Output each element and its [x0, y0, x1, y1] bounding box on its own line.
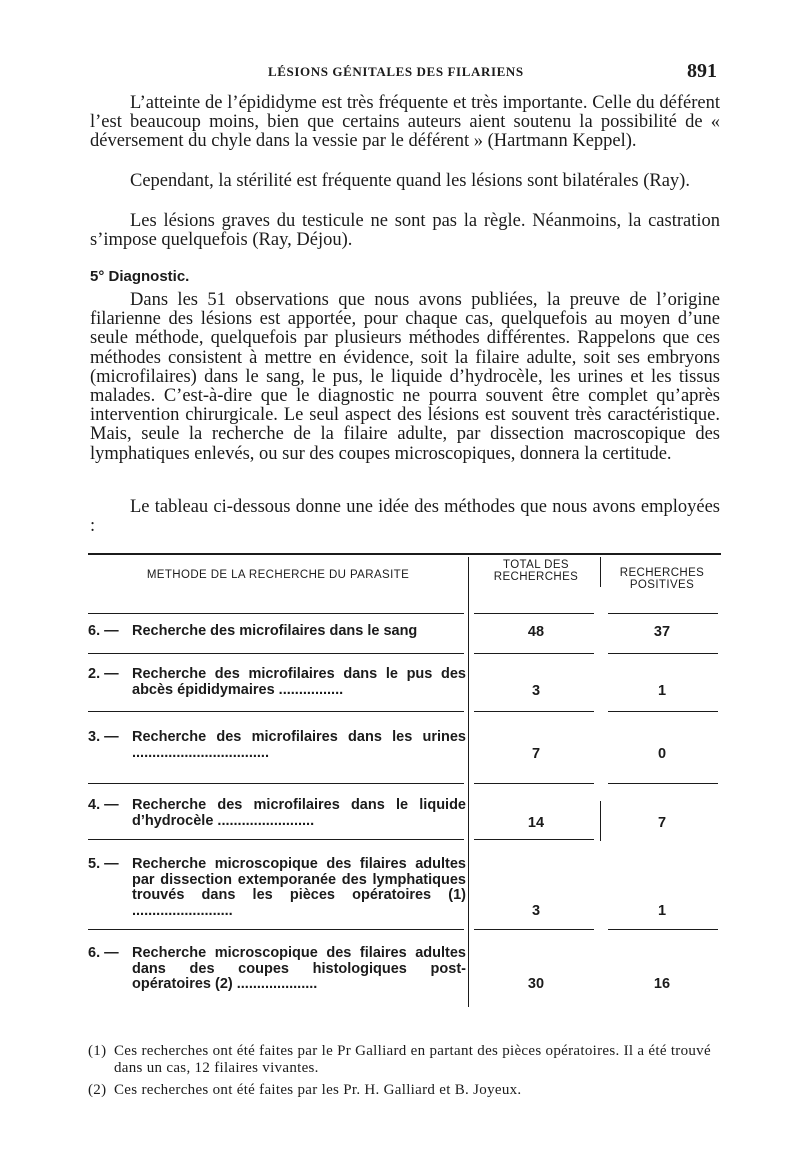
- row-total: 7: [531, 746, 541, 762]
- footnote-text: Ces recherches ont été faites par les Pr. H. Galliard et B. Joyeux.: [114, 1082, 522, 1098]
- paragraph-observations: [90, 291, 720, 464]
- paragraph-epididyme: [90, 94, 720, 152]
- paragraph-tableau-intro: [90, 498, 720, 536]
- footnote-2: [88, 1082, 723, 1099]
- column-divider-1: [468, 557, 469, 1007]
- row-rule: [474, 839, 594, 840]
- footnote-mark: (2): [88, 1082, 107, 1098]
- row-number: 4. —: [88, 797, 119, 813]
- row-positive: 1: [657, 903, 667, 919]
- row-positive: 37: [653, 624, 671, 640]
- row-rule: [88, 929, 464, 930]
- row-total: 3: [531, 903, 541, 919]
- row-total: 14: [527, 815, 545, 831]
- row-method: Recherche microscopique des filaires adultes dans des coupes histologiques post-opératoires (2) ....................: [132, 945, 466, 992]
- paragraph-text: Le tableau ci-dessous donne une idée des méthodes que nous avons employées :: [90, 497, 720, 537]
- row-rule: [474, 653, 594, 654]
- row-number: 6. —: [88, 945, 119, 961]
- header-positive: RECHERCHES POSITIVES: [619, 567, 705, 591]
- row-rule: [88, 783, 464, 784]
- methods-table: [88, 553, 721, 1008]
- paragraph-sterilite: [90, 172, 720, 191]
- footnote-1: [88, 1043, 723, 1077]
- row-method: Recherche microscopique des filaires adultes par dissection extemporanée des lymphatiques trouvés dans les pièces opératoires (1) .........................: [132, 856, 466, 919]
- section-heading-diagnostic: 5° Diagnostic.: [90, 268, 190, 285]
- row-positive: 0: [657, 746, 667, 762]
- row-rule: [88, 653, 464, 654]
- row-total: 30: [527, 976, 545, 992]
- footnote-text: Ces recherches ont été faites par le Pr Galliard en partant des pièces opératoires. Il a été trouvé dans un cas, 12 filaires vivantes.: [114, 1043, 711, 1076]
- paragraph-testicule: [90, 212, 720, 250]
- page-number: 891: [687, 60, 717, 82]
- running-title: LÉSIONS GÉNITALES DES FILARIENS: [268, 64, 524, 79]
- row-rule: [88, 711, 464, 712]
- row-method: Recherche des microfilaires dans le liquide d’hydrocèle ........................: [132, 797, 466, 829]
- row-rule: [88, 839, 464, 840]
- footnotes: [88, 1043, 723, 1099]
- row-rule: [474, 929, 594, 930]
- paragraph-text: Les lésions graves du testicule ne sont pas la règle. Néanmoins, la castration s’impose quelquefois (Ray, Déjou).: [90, 211, 720, 251]
- header-total: TOTAL DES RECHERCHES: [493, 559, 579, 583]
- row-method: Recherche des microfilaires dans les urines ..................................: [132, 729, 466, 761]
- paragraph-text: L’atteinte de l’épididyme est très fréquente et très importante. Celle du déférent l’est beaucoup moins, bien que certains auteurs aient soutenu la possibilité de « déversement du chyle dans la vessie par le déférent » (Hartmann Keppel).: [90, 93, 720, 152]
- row-number: 2. —: [88, 666, 119, 682]
- row-total: 48: [527, 624, 545, 640]
- row-positive: 7: [657, 815, 667, 831]
- row-number: 3. —: [88, 729, 119, 745]
- row-method: Recherche des microfilaires dans le pus des abcès épididymaires ................: [132, 666, 466, 698]
- running-head: [0, 60, 800, 84]
- row-positive: 16: [653, 976, 671, 992]
- header-rule-total: [474, 613, 594, 614]
- row-rule: [608, 653, 718, 654]
- header-rule-method: [88, 613, 464, 614]
- row-positive: 1: [657, 683, 667, 699]
- table-top-rule: [88, 553, 721, 555]
- paragraph-text: Cependant, la stérilité est fréquente quand les lésions sont bilatérales (Ray).: [130, 171, 690, 191]
- row-rule: [608, 929, 718, 930]
- row-number: 5. —: [88, 856, 119, 872]
- row-number: 6. —: [88, 623, 119, 639]
- row-rule: [608, 783, 718, 784]
- row-rule: [474, 711, 594, 712]
- footnote-mark: (1): [88, 1043, 107, 1059]
- header-rule-positive: [608, 613, 718, 614]
- paragraph-text: Dans les 51 observations que nous avons publiées, la preuve de l’origine filarienne des lésions est apportée, pour chaque cas, quelquefois au moyen d’une seule méthode, quelquefois par plusieurs méthodes différentes. Rappelons que ces méthodes consistent à mettre en évidence, soit la filaire adulte, soit ses embryons (microfilaires) dans le sang, le pus, le liquide d’hydrocèle, les urines et les tissus malades. C’est-à-dire que le diagnostic ne pourra souvent être complet qu’après intervention chirurgicale. Le seul aspect des lésions est souvent très caractéristique. Mais, seule la recherche de la filaire adulte, par dissection macroscopique des lymphatiques enlevés, ou sur des coupes microscopiques, donnera la certitude.: [90, 290, 720, 464]
- column-divider-2-top: [600, 557, 601, 587]
- row-method: Recherche des microfilaires dans le sang: [132, 623, 418, 639]
- column-divider-2-mid: [600, 801, 601, 841]
- row-total: 3: [531, 683, 541, 699]
- header-method: METHODE DE LA RECHERCHE DU PARASITE: [146, 569, 410, 581]
- row-rule: [474, 783, 594, 784]
- row-rule: [608, 711, 718, 712]
